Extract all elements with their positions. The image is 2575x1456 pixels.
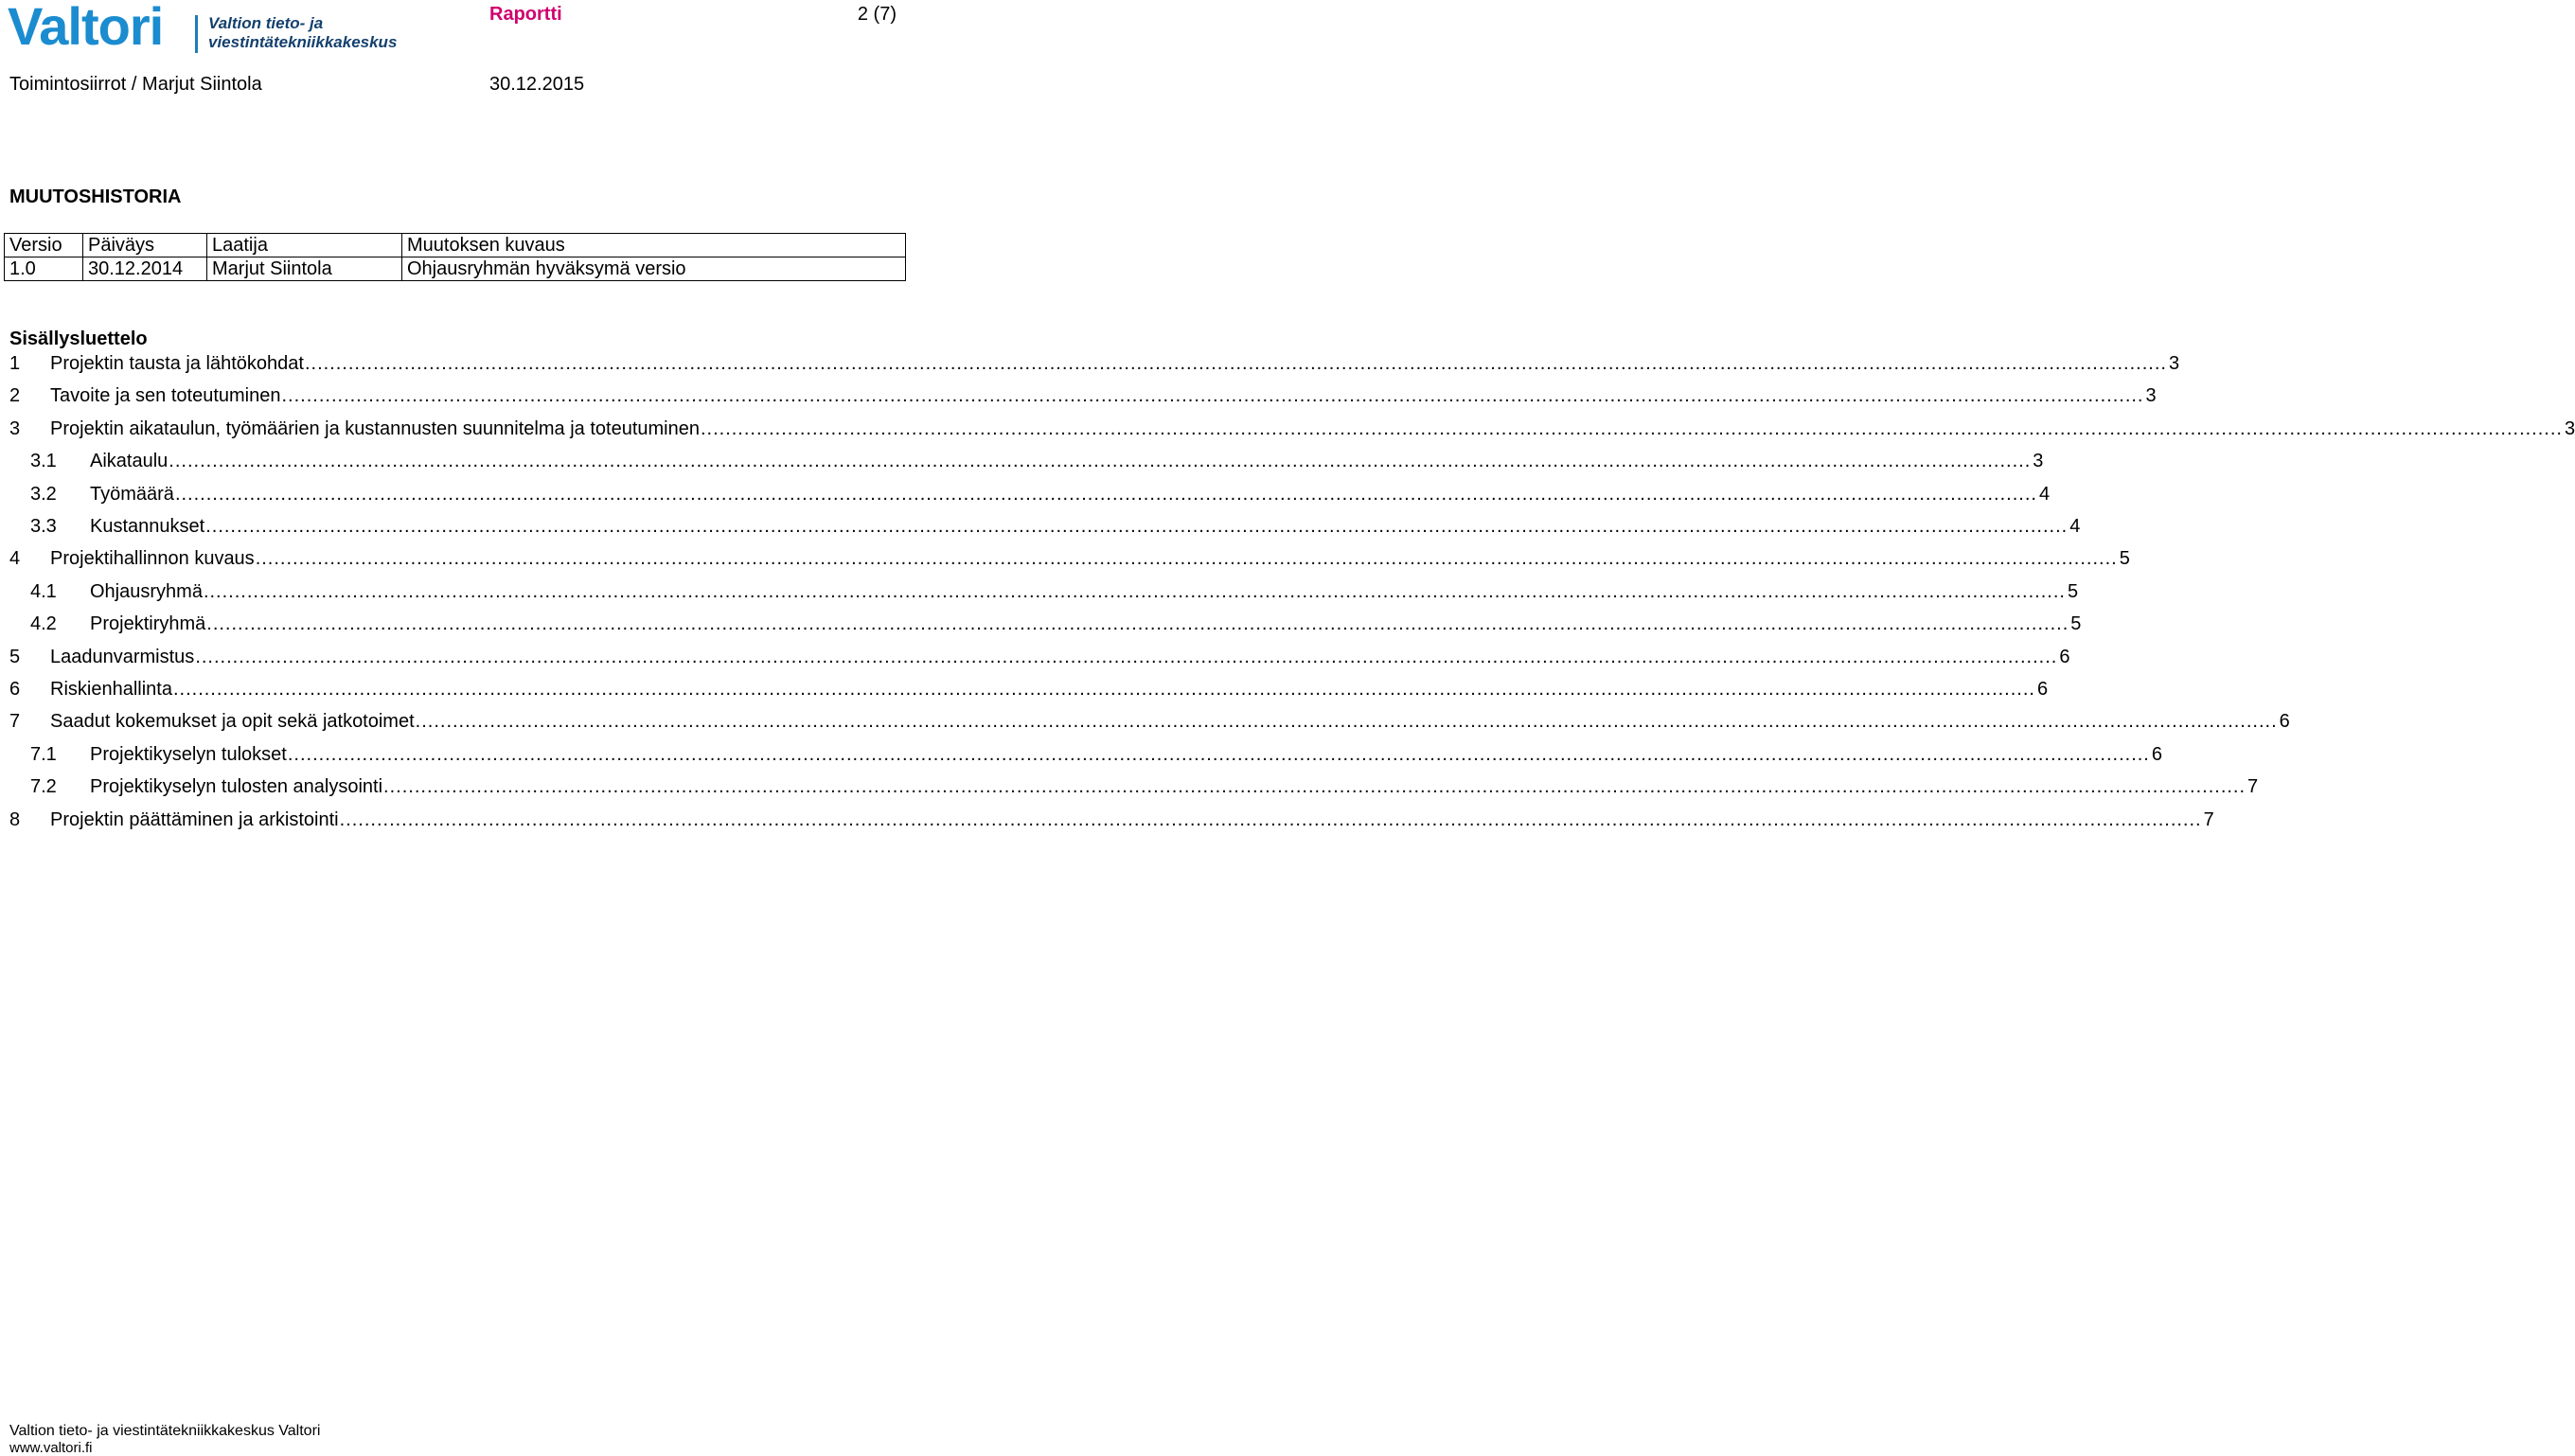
page-number: 2 (7) — [857, 4, 897, 25]
toc-entry-number: 3 — [9, 417, 21, 439]
toc-heading: Sisällysluettelo — [9, 328, 148, 349]
toc-dot-leader: ............................................................................................................................................................................................................................................................................................................ — [281, 385, 2144, 407]
toc-entry-title: Projektin päättäminen ja arkistointi — [50, 808, 339, 830]
toc-entry-number: 4.2 — [30, 613, 57, 635]
toc-entry-number: 7.1 — [30, 743, 57, 765]
toc-entry-number: 3.2 — [30, 483, 57, 505]
toc-entry-number: 3.1 — [30, 451, 57, 472]
toc-entry-title: Laadunvarmistus — [50, 646, 195, 667]
toc-entry-page: 5 — [2070, 613, 2082, 635]
document-date: 30.12.2015 — [489, 74, 585, 95]
column-header-version: Versio — [5, 234, 83, 257]
logo-subtitle-line2: viestintätekniikkakeskus — [208, 33, 398, 51]
toc-entry[interactable] — [9, 709, 2290, 734]
column-header-description: Muutoksen kuvaus — [402, 234, 906, 257]
footer-website[interactable]: www.valtori.fi — [9, 1440, 93, 1456]
toc-dot-leader: ............................................................................................................................................................................................................................................................................................................ — [700, 417, 2563, 439]
toc-entry[interactable] — [30, 742, 2162, 767]
toc-entry-page: 5 — [2119, 548, 2130, 570]
toc-entry-number: 4.1 — [30, 580, 57, 602]
toc-entry-number: 7.2 — [30, 776, 57, 798]
toc-entry-page: 3 — [2145, 385, 2157, 407]
logo-subtitle-line1: Valtion tieto- ja — [208, 14, 324, 32]
table-header-row — [5, 234, 906, 257]
toc-entry-page: 7 — [2203, 808, 2214, 830]
toc-entry-title: Työmäärä — [90, 483, 174, 505]
toc-entry[interactable] — [9, 417, 2575, 441]
toc-dot-leader: ............................................................................................................................................................................................................................................................................................................ — [174, 483, 2037, 505]
toc-dot-leader: ............................................................................................................................................................................................................................................................................................................ — [195, 646, 2058, 667]
toc-dot-leader: ............................................................................................................................................................................................................................................................................................................ — [339, 808, 2202, 830]
toc-entry-number: 5 — [9, 646, 21, 667]
logo-divider — [195, 15, 198, 53]
cell-description: Ohjausryhmän hyväksymä versio — [402, 257, 906, 281]
toc-dot-leader: ............................................................................................................................................................................................................................................................................................................ — [383, 776, 2246, 798]
toc-entry[interactable] — [9, 677, 2049, 701]
toc-entry-title: Projektikyselyn tulokset — [90, 743, 287, 765]
toc-dot-leader: ............................................................................................................................................................................................................................................................................................................ — [415, 711, 2278, 733]
toc-entry-page: 3 — [2168, 353, 2180, 374]
toc-entry-title: Saadut kokemukset ja opit sekä jatkotoimet — [50, 711, 415, 733]
toc-entry-page: 6 — [2279, 711, 2290, 733]
toc-entry[interactable] — [30, 774, 2259, 799]
toc-dot-leader: ............................................................................................................................................................................................................................................................................................................ — [206, 613, 2069, 635]
toc-entry[interactable] — [9, 383, 2157, 408]
toc-dot-leader: ............................................................................................................................................................................................................................................................................................................ — [255, 548, 2118, 570]
toc-dot-leader: ............................................................................................................................................................................................................................................................................................................ — [172, 679, 2035, 700]
toc-entry-page: 4 — [2069, 516, 2081, 537]
toc-entry-page: 7 — [2247, 776, 2259, 798]
toc-entry-title: Projektiryhmä — [90, 613, 206, 635]
toc-entry-title: Ohjausryhmä — [90, 580, 203, 602]
toc-dot-leader: ............................................................................................................................................................................................................................................................................................................ — [304, 353, 2167, 374]
toc-entry-title: Riskienhallinta — [50, 679, 172, 700]
toc-entry-number: 4 — [9, 548, 21, 570]
toc-entry[interactable] — [30, 482, 2051, 506]
toc-entry-number: 1 — [9, 353, 21, 374]
toc-entry-page: 6 — [2036, 679, 2049, 700]
toc-entry-number: 8 — [9, 808, 21, 830]
toc-entry-title: Aikataulu — [90, 451, 169, 472]
toc-entry-page: 4 — [2038, 483, 2051, 505]
toc-entry-title: Projektihallinnon kuvaus — [50, 548, 255, 570]
toc-entry-number: 2 — [9, 385, 21, 407]
valtori-logo — [8, 0, 398, 56]
logo-wordmark: Valtori — [8, 0, 164, 56]
toc-entry-page: 6 — [2059, 646, 2070, 667]
toc-entry-page: 3 — [2033, 451, 2044, 472]
toc-dot-leader: ............................................................................................................................................................................................................................................................................................................ — [205, 516, 2069, 537]
toc-entry-number: 3.3 — [30, 516, 57, 537]
toc-entry-title: Tavoite ja sen toteutuminen — [50, 385, 281, 407]
change-history-heading: MUUTOSHISTORIA — [9, 186, 182, 207]
column-header-date: Päiväys — [83, 234, 207, 257]
toc-entry[interactable] — [9, 546, 2130, 571]
toc-entry[interactable] — [30, 579, 2079, 604]
table-row — [5, 257, 906, 281]
toc-entry-title: Projektin aikataulun, työmäärien ja kustannusten suunnitelma ja toteutuminen — [50, 417, 700, 439]
toc-entry-page: 3 — [2564, 417, 2575, 439]
toc-entry[interactable] — [9, 645, 2070, 669]
toc-entry[interactable] — [30, 514, 2081, 539]
toc-entry[interactable] — [9, 808, 2214, 832]
toc-dot-leader: ............................................................................................................................................................................................................................................................................................................ — [203, 580, 2066, 602]
column-header-author: Laatija — [207, 234, 402, 257]
toc-entry-title: Projektin tausta ja lähtökohdat — [50, 353, 304, 374]
toc-entry[interactable] — [30, 449, 2044, 473]
toc-entry-page: 6 — [2151, 743, 2162, 765]
toc-entry-number: 7 — [9, 711, 21, 733]
toc-entry[interactable] — [9, 351, 2180, 376]
toc-entry-title: Kustannukset — [90, 516, 205, 537]
cell-author: Marjut Siintola — [207, 257, 402, 281]
toc-entry-number: 6 — [9, 679, 21, 700]
toc-entry[interactable] — [30, 612, 2082, 636]
toc-entry-title: Projektikyselyn tulosten analysointi — [90, 776, 383, 798]
toc-dot-leader: ............................................................................................................................................................................................................................................................................................................ — [287, 743, 2150, 765]
footer-organization: Valtion tieto- ja viestintätekniikkakeskus Valtori — [9, 1423, 321, 1439]
toc-entry-page: 5 — [2067, 580, 2079, 602]
document-type: Raportti — [489, 4, 562, 25]
toc-dot-leader: ............................................................................................................................................................................................................................................................................................................ — [169, 451, 2032, 472]
change-history-table — [4, 233, 906, 281]
cell-version: 1.0 — [5, 257, 83, 281]
document-title-author: Toimintosiirrot / Marjut Siintola — [9, 74, 262, 95]
cell-date: 30.12.2014 — [83, 257, 207, 281]
